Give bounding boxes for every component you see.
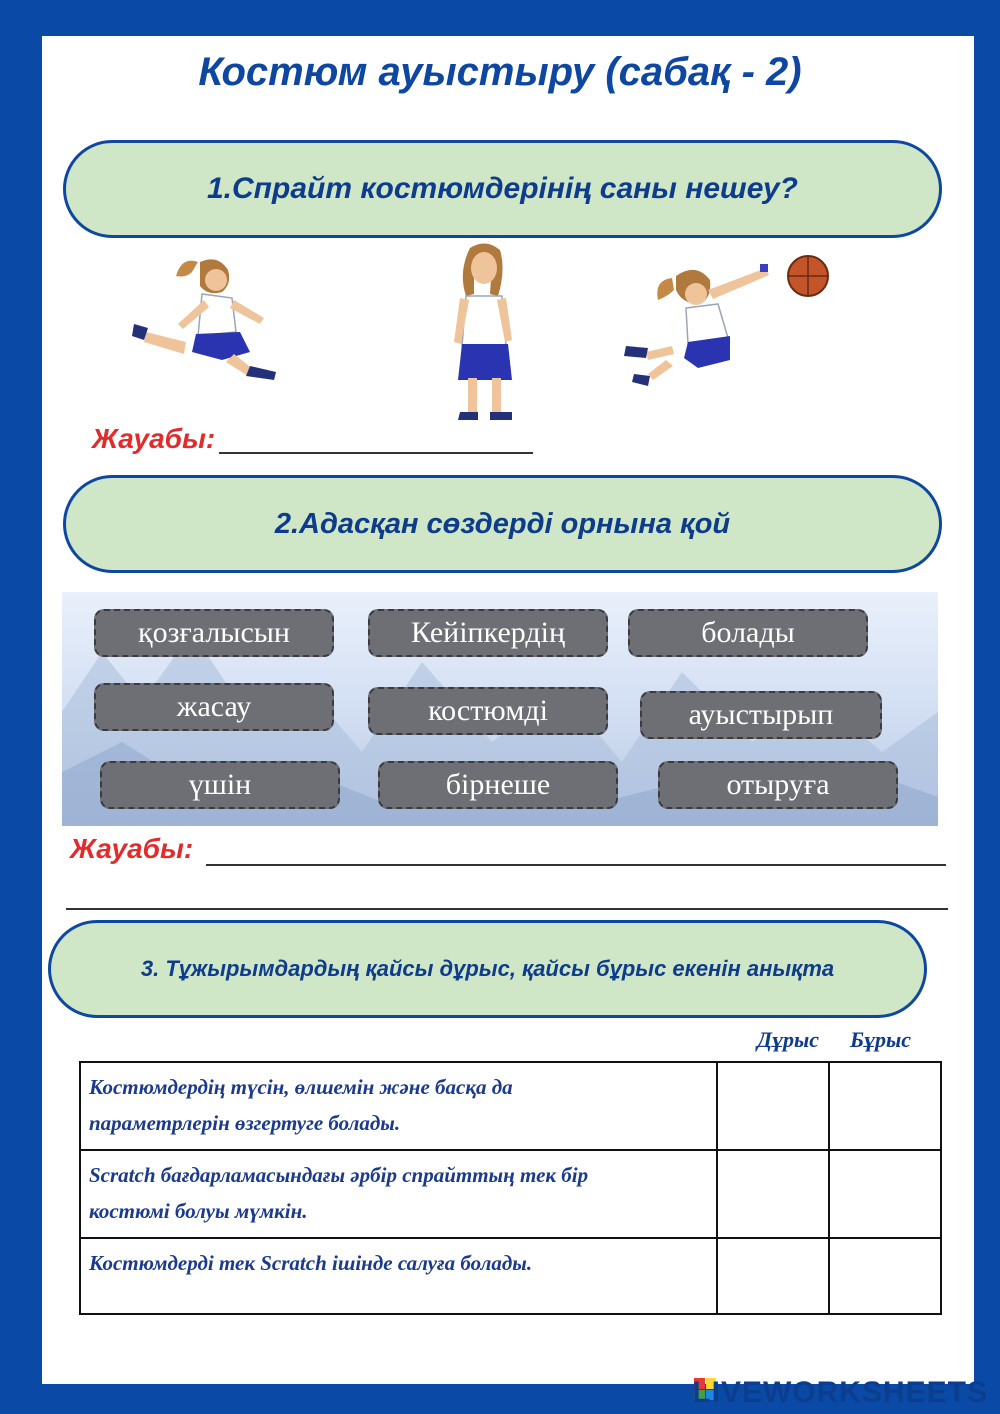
- statement-cell: [80, 1238, 717, 1314]
- statement-line: параметрлерін өзгертуге болады.: [89, 1111, 401, 1135]
- sprite-basketball-image: [622, 250, 837, 390]
- answer-2-label: Жауабы:: [70, 833, 194, 864]
- answer-2-input-line2[interactable]: [66, 882, 948, 910]
- table-row: [80, 1238, 941, 1314]
- sprite-running-image: [130, 250, 290, 380]
- word-chip[interactable]: жасау: [94, 683, 334, 731]
- word-chip[interactable]: болады: [628, 609, 868, 657]
- false-checkbox-cell[interactable]: [829, 1238, 941, 1314]
- statement-line: Костюмдердің түсін, өлшемін және басқа да: [89, 1075, 513, 1099]
- answer-1-label: Жауабы:: [92, 423, 216, 454]
- watermark-text: LIVEWORKSHEETS: [692, 1376, 988, 1409]
- statement-line: костюмі болуы мүмкін.: [89, 1199, 308, 1223]
- question-1-banner: [63, 140, 942, 238]
- word-chip[interactable]: отыруға: [658, 761, 898, 809]
- sprite-standing-image: [440, 240, 530, 425]
- table-row: [80, 1062, 941, 1150]
- word-chip[interactable]: қозғалысын: [94, 609, 334, 657]
- question-3-text: 3. Тұжырымдардың қайсы дұрыс, қайсы бұрыс екенін анықта: [140, 956, 835, 981]
- statement-line: Scratch бағдарламасындағы әрбір спрайттың тек бір: [89, 1163, 589, 1187]
- word-bank-panel: [62, 592, 938, 826]
- word-chip[interactable]: Кейіпкердің: [368, 609, 608, 657]
- false-checkbox-cell[interactable]: [829, 1062, 941, 1150]
- page-title: Костюм ауыстыру (сабақ - 2): [198, 50, 802, 94]
- answer-2-input-line1[interactable]: [206, 838, 946, 866]
- true-checkbox-cell[interactable]: [717, 1062, 829, 1150]
- column-header-true: Дұрыс: [757, 1027, 820, 1052]
- answer-1-input[interactable]: [219, 426, 533, 454]
- true-checkbox-cell[interactable]: [717, 1150, 829, 1238]
- word-chip[interactable]: үшін: [100, 761, 340, 809]
- question-1-text: 1.Спрайт костюмдерінің саны нешеу?: [206, 172, 798, 205]
- question-2-banner: [63, 475, 942, 573]
- true-checkbox-cell[interactable]: [717, 1238, 829, 1314]
- statement-cell: [80, 1150, 717, 1238]
- question-2-text: 2.Адасқан сөздерді орнына қой: [274, 507, 731, 540]
- word-chip[interactable]: ауыстырып: [640, 691, 882, 739]
- word-chip[interactable]: костюмді: [368, 687, 608, 735]
- false-checkbox-cell[interactable]: [829, 1150, 941, 1238]
- statement-line: Костюмдерді тек Scratch ішінде салуға болады.: [89, 1251, 533, 1275]
- question-3-banner: [48, 920, 927, 1018]
- column-header-false: Бұрыс: [850, 1027, 912, 1052]
- true-false-table: [79, 1061, 942, 1315]
- statement-cell: [80, 1062, 717, 1150]
- table-row: [80, 1150, 941, 1238]
- word-chip[interactable]: бірнеше: [378, 761, 618, 809]
